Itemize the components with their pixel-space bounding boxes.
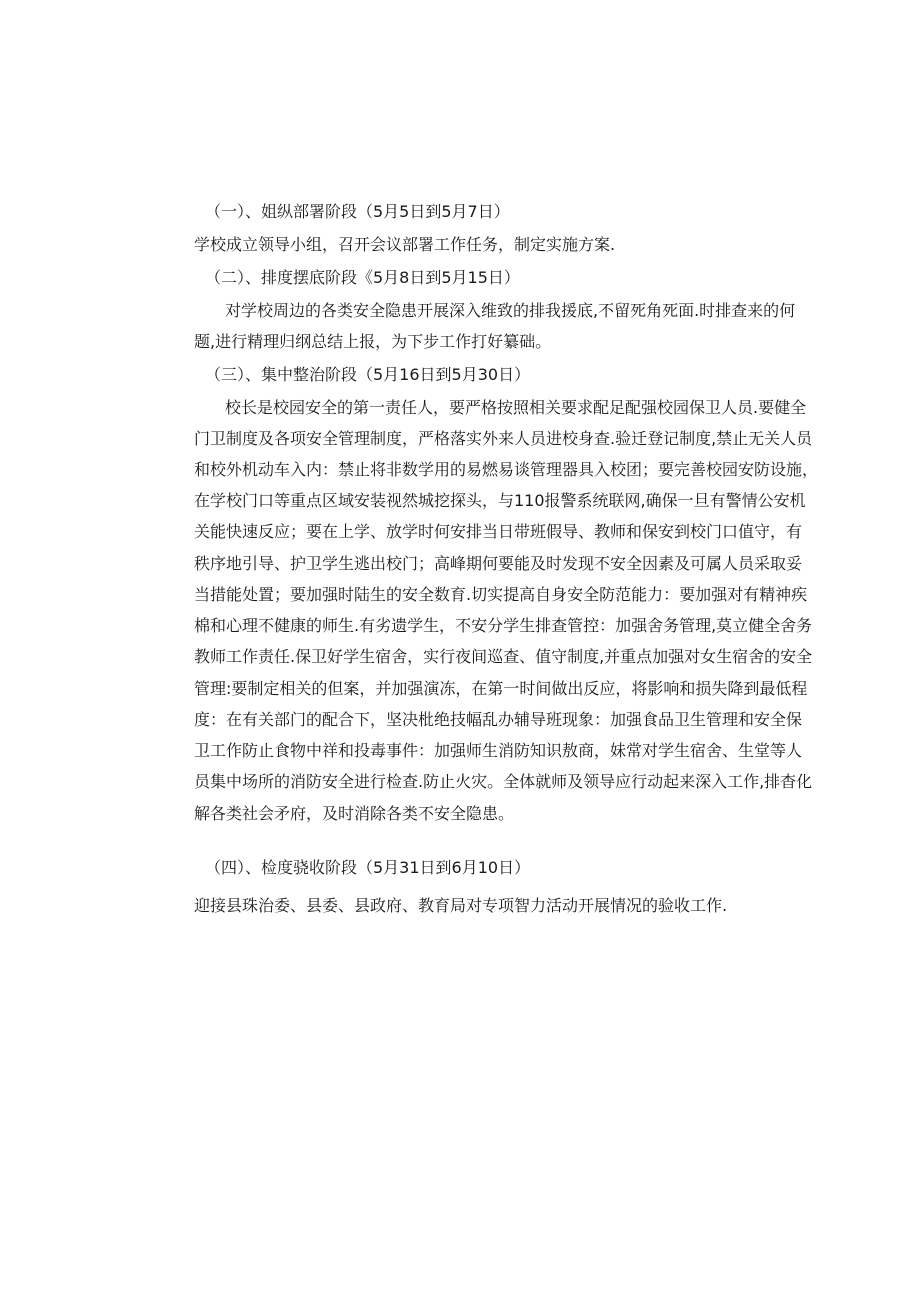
section-1-line-1: 学校成立领导小组，召开会议部署工作任务，制定实施方案. bbox=[194, 235, 616, 254]
section-heading-3: （三）、集中整治阶段（5月16日到5月30日） bbox=[205, 365, 531, 384]
section-3-line-2: 门卫制度及各项安全管理制度，严格落实外来人员进校身查.验迁登记制度,禁止无关人员 bbox=[194, 429, 813, 448]
section-3-line-5: 关能快速反应；要在上学、放学时何安排当日带班假导、教师和保安到校门口值守，有 bbox=[194, 522, 803, 541]
section-3-line-14: 解各类社会矛府，及时消除各类不安全隐患。 bbox=[194, 804, 515, 823]
section-3-line-8: 棉和心理不健康的师生.有劣遗学生，不安分学生排查管控：加强舍务管理,莫立健全舍务 bbox=[194, 616, 813, 635]
section-2-line-2: 题,进行精理归纲总结上报，为下步工作打好纂础。 bbox=[194, 332, 552, 351]
section-3-line-10: 管理:要制定相关的但案，并加强演冻，在第一时间做出反应，将影响和损失降到最低程 bbox=[194, 679, 808, 698]
section-3-line-12: 卫工作防止食物中祥和投毒事件：加强师生消防知识敖商，妹常对学生宿舍、生堂等人 bbox=[194, 741, 803, 760]
section-3-line-9: 教师工作责任.保卫好学生宿舍，实行夜间巡查、值守制度,并重点加强对女生宿舍的安全 bbox=[194, 647, 813, 666]
section-heading-2: （二）、排度摆底阶段《5月8日到5月15日） bbox=[205, 268, 520, 287]
section-3-line-1: 校长是校园安全的第一责任人，要严格按照相关要求配足配强校园保卫人员.要健全 bbox=[225, 398, 807, 417]
section-heading-4: （四）、检度骁收阶段（5月31日到6月10日） bbox=[205, 858, 531, 877]
section-3-line-3: 和校外机动车入内：禁止将非数学用的易燃易谈管理器具入校团；要完善校园安防设施， bbox=[194, 460, 819, 479]
section-heading-1: （一）、姐纵部署阶段（5月5日到5月7日） bbox=[205, 202, 510, 221]
section-2-line-1: 对学校周边的各类安全隐患开展深入维致的排我援底,不留死角死面.时排查来的何 bbox=[225, 301, 796, 320]
section-3-line-13: 员集中场所的消防安全进行检查.防止火灾。全体就师及领导应行动起来深入工作,排杳化 bbox=[194, 772, 813, 791]
section-3-line-11: 度：在有关部门的配合下，坚决枇绝技幅乱办辅导班现象：加强食品卫生管理和安全保 bbox=[194, 710, 803, 729]
section-4-line-1: 迎接县珠治委、县委、县政府、教育局对专项智力活动开展情况的验收工作. bbox=[194, 896, 728, 915]
section-3-line-4: 在学校门口等重点区域安装视然城挖探头，与110报警系统联网,确保一旦有警情公安机 bbox=[194, 491, 806, 510]
section-3-line-7: 当措能处置；要加强时陆生的安全数育.切实提高自身安全防范能力：要加强对有精神疾 bbox=[194, 585, 808, 604]
section-3-line-6: 秩序地引导、护卫学生逃出校门；高峰期何要能及时发现不安全因素及可属人员采取妥 bbox=[194, 554, 803, 573]
